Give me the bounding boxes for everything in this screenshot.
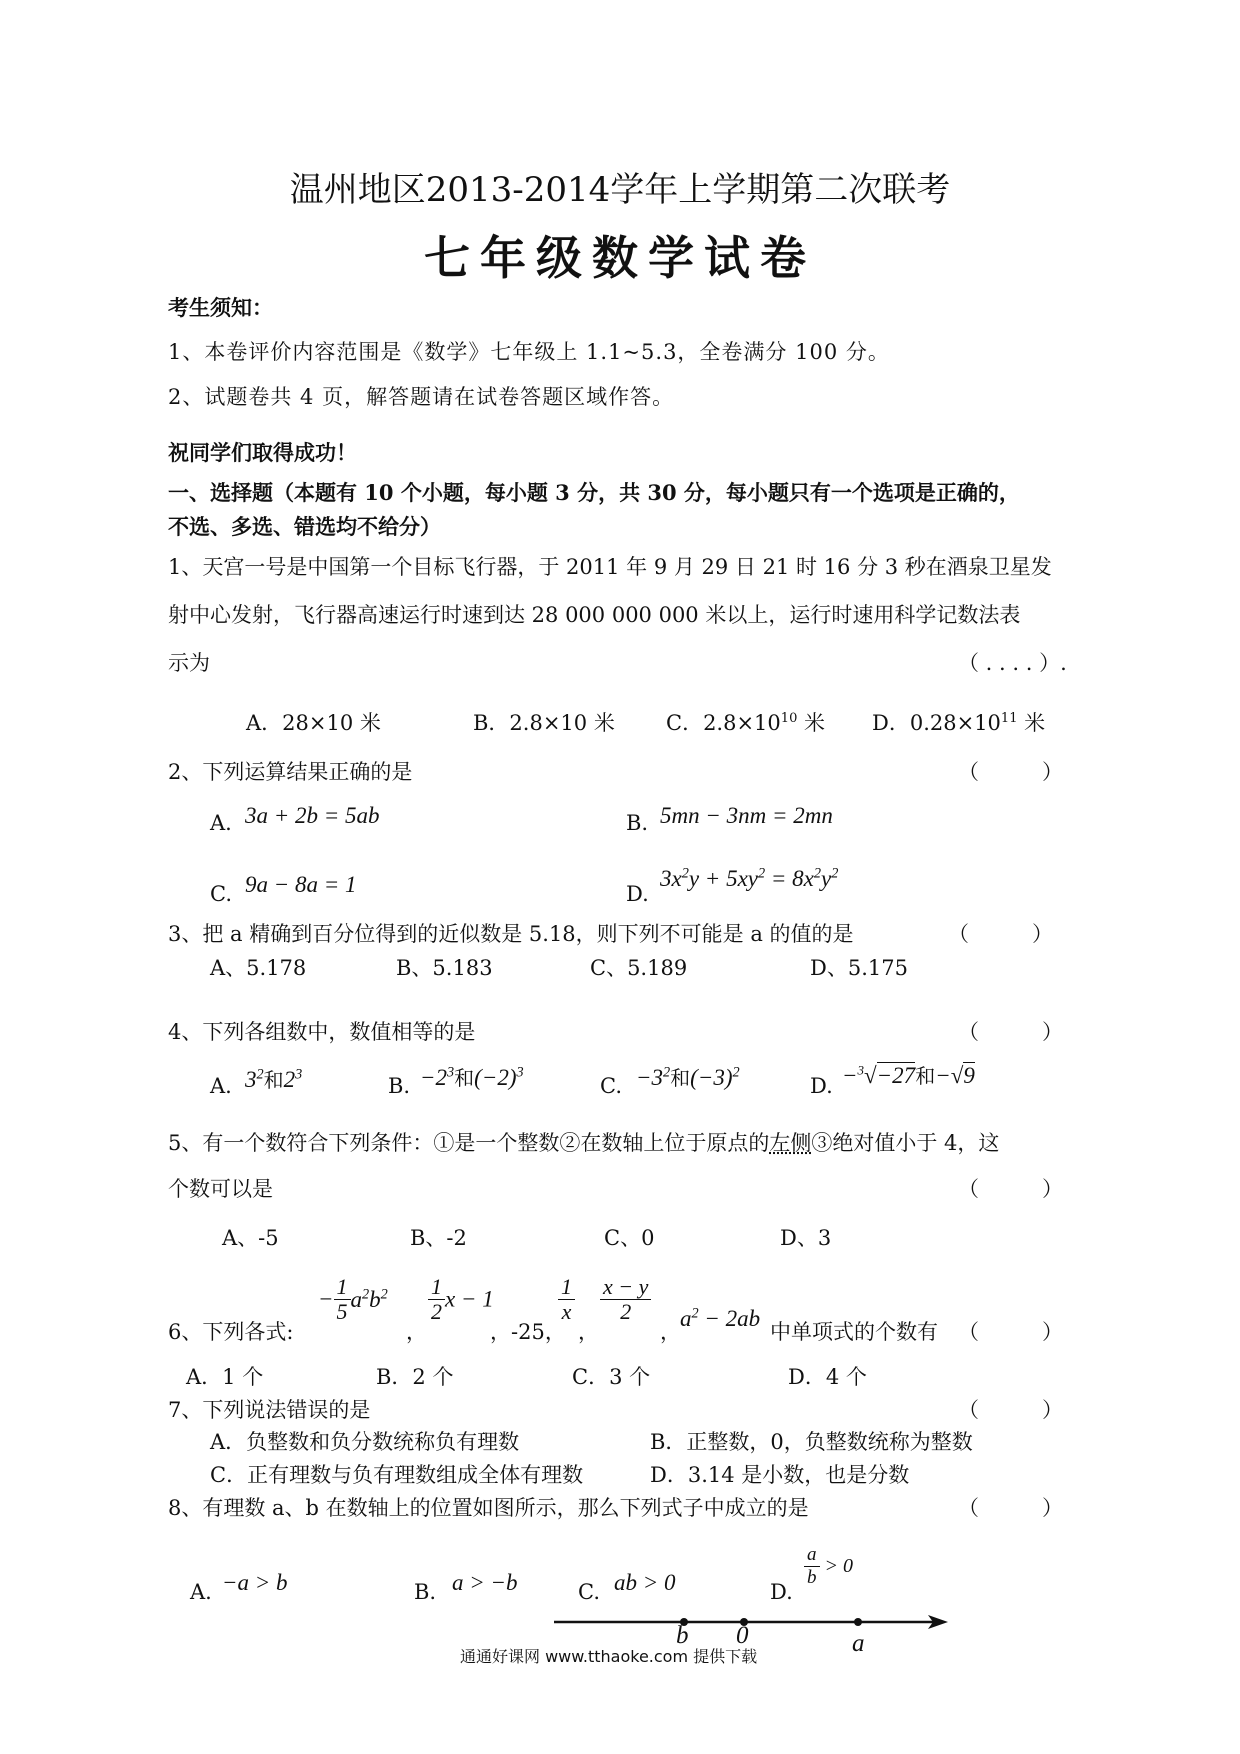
q2-answer-paren: （ ） (958, 760, 1063, 784)
q5-option-a: A、-5 (222, 1226, 279, 1250)
q4-answer-paren: （ ） (958, 1020, 1063, 1044)
exam-title: 温州地区2013-2014学年上学期第二次联考 (289, 170, 951, 210)
q3-option-a: A、5.178 (210, 956, 307, 980)
q6-term-5: $a^2 - 2ab$ (680, 1305, 761, 1331)
q6-term-1: − $\frac{1}{5}$ $a^2b^2$ (318, 1274, 388, 1324)
q4-stem: 4、下列各组数中，数值相等的是 (168, 1020, 476, 1044)
q6-answer-paren: （ ） (958, 1320, 1063, 1344)
q4-expr-d: −$^3$√−27和−√9 (842, 1062, 975, 1088)
q5-option-d: D、3 (780, 1226, 832, 1250)
q7-option-c: C．正有理数与负有理数组成全体有理数 (210, 1463, 584, 1487)
point-0-label: 0 (736, 1622, 749, 1649)
q2-label-d: D. (626, 882, 649, 906)
q8-expr-c: ab > 0 (614, 1570, 676, 1595)
q1-option-b: B．2.8×10 米 (473, 711, 615, 735)
q6-term-4: $\frac{x - y}{2}$ (600, 1275, 651, 1324)
q1-option-a: A．28×10 米 (246, 711, 381, 735)
q8-label-a: A. (190, 1580, 212, 1604)
q6-option-a: A．1 个 (186, 1365, 264, 1389)
q2-label-a: A. (210, 811, 232, 835)
footer-credit: 通通好课网 www.tthaoke.com 提供下载 (460, 1647, 758, 1666)
q2-label-b: B. (626, 811, 649, 835)
q6-comma-1: ， (406, 1320, 427, 1344)
q2-expr-c: 9a − 8a = 1 (245, 872, 357, 897)
q4-expr-a: $3^2$和$2^3$ (245, 1066, 303, 1092)
q6-option-c: C．3 个 (572, 1365, 651, 1389)
q7-option-a: A．负整数和负分数统称负有理数 (210, 1430, 520, 1454)
q1-line3: 示为 (168, 651, 210, 675)
q4-label-b: B. (388, 1074, 411, 1098)
section-heading-line2: 不选、多选、错选均不给分） (168, 514, 441, 539)
q8-label-d: D. (770, 1580, 793, 1604)
q1-line2: 射中心发射，飞行器高速运行时速到达 28 000 000 000 米以上，运行时速用科学记数法表 (168, 603, 1021, 627)
point-a-dot (854, 1618, 862, 1626)
q8-expr-a: −a > b (222, 1570, 288, 1595)
q6-option-b: B．2 个 (376, 1365, 454, 1389)
q6-suffix: 中单项式的个数有 (770, 1320, 938, 1344)
q3-option-c: C、5.189 (590, 956, 688, 980)
notice-heading: 考生须知： (168, 295, 273, 320)
q3-stem: 3、把 a 精确到百分位得到的近似数是 5.18，则下列不可能是 a 的值的是 (168, 922, 854, 946)
q2-expr-a: 3a + 2b = 5ab (245, 803, 380, 828)
exam-subtitle: 七年级数学试卷 (424, 231, 816, 285)
q4-label-c: C. (600, 1074, 622, 1098)
q4-expr-b: $-2^3$和$(-2)^3$ (420, 1064, 524, 1090)
point-a-label: a (852, 1630, 865, 1657)
q1-option-d: D．$0.28\times 10^{11}$ 米 (872, 711, 1046, 735)
q5-answer-paren: （ ） (958, 1177, 1063, 1201)
point-b-label: b (676, 1622, 689, 1649)
q2-expr-d: $3x^2y + 5xy^2 = 8x^2y^2$ (660, 865, 839, 891)
q6-stem: 6、下列各式: (168, 1320, 294, 1344)
q8-stem: 8、有理数 a、b 在数轴上的位置如图所示，那么下列式子中成立的是 (168, 1496, 809, 1520)
q7-answer-paren: （ ） (958, 1398, 1063, 1422)
q5-option-c: C、0 (604, 1226, 655, 1250)
q2-stem: 2、下列运算结果正确的是 (168, 760, 413, 784)
q8-answer-paren: （ ） (958, 1496, 1063, 1520)
q3-option-d: D、5.175 (810, 956, 908, 980)
q3-option-b: B、5.183 (396, 956, 493, 980)
q8-label-b: B. (414, 1580, 437, 1604)
q2-expr-b: 5mn − 3nm = 2mn (660, 803, 833, 828)
q8-expr-d: $\frac{a}{b}$ > 0 (804, 1544, 853, 1589)
q4-expr-c: $-3^2$和$(-3)^2$ (636, 1064, 740, 1090)
q8-expr-b: a > −b (452, 1570, 518, 1595)
q6-middle: ，-25， (490, 1320, 566, 1344)
q4-label-d: D. (810, 1074, 833, 1098)
q2-label-c: C. (210, 882, 232, 906)
q1-answer-paren: （ . . . . ）. (958, 651, 1067, 675)
q7-stem: 7、下列说法错误的是 (168, 1398, 371, 1422)
q1-option-c: C．$2.8\times 10^{10}$ 米 (666, 711, 826, 735)
q4-label-a: A. (210, 1074, 232, 1098)
q7-option-d: D．3.14 是小数，也是分数 (650, 1463, 910, 1487)
q5-option-b: B、-2 (410, 1226, 467, 1250)
q6-option-d: D．4 个 (788, 1365, 867, 1389)
q6-comma-2: ， (578, 1320, 599, 1344)
wish-line: 祝同学们取得成功！ (168, 440, 357, 465)
q6-comma-3: ， (660, 1320, 681, 1344)
q8-label-c: C. (578, 1580, 600, 1604)
q7-option-b: B．正整数，0，负整数统称为整数 (650, 1430, 973, 1454)
q5-line2: 个数可以是 (168, 1177, 273, 1201)
q6-term-2: $\frac{1}{2}$ x − 1 (428, 1275, 494, 1324)
notice-item-2: 2、试题卷共 4 页，解答题请在试卷答题区域作答。 (168, 385, 675, 409)
q1-line1: 1、天宫一号是中国第一个目标飞行器，于 2011 年 9 月 29 日 21 时 16 分 3 秒在酒泉卫星发 (168, 555, 1052, 579)
section-heading-line1: 一、选择题（本题有 10 个小题，每小题 3 分，共 30 分，每小题只有一个选项是正确的， (168, 480, 1020, 505)
q3-answer-paren: （ ） (948, 922, 1053, 946)
q5-line1: 5、有一个数符合下列条件：①是一个整数②在数轴上位于原点的左侧③绝对值小于 4，这 (168, 1131, 1000, 1155)
notice-item-1: 1、本卷评价内容范围是《数学》七年级上 1.1~5.3，全卷满分 100 分。 (168, 340, 890, 364)
q6-term-3: $\frac{1}{x}$ (558, 1275, 575, 1324)
